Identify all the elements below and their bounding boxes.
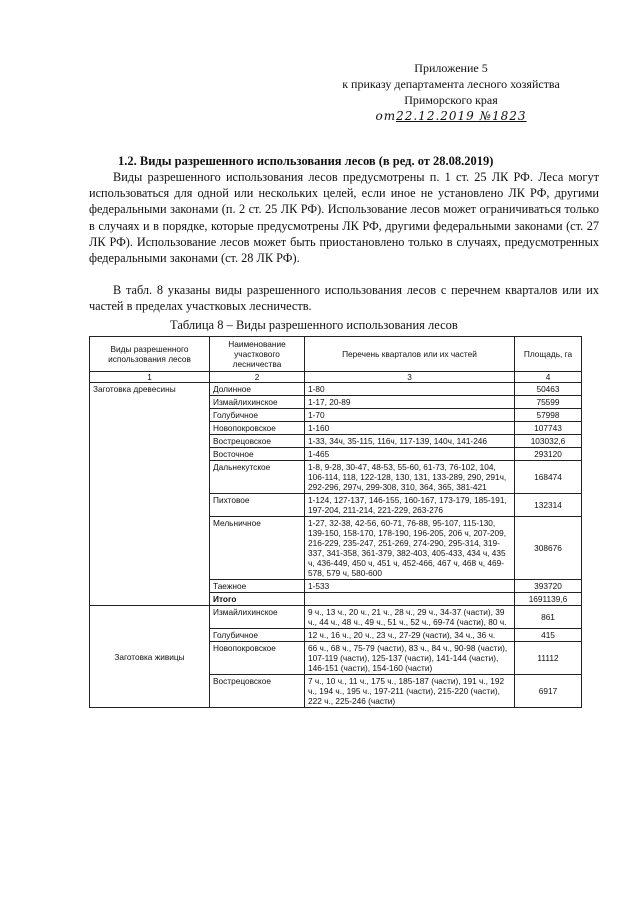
forestry-cell: Голубичное xyxy=(210,409,305,422)
date-prefix: от xyxy=(375,109,397,123)
quarters-cell: 9 ч., 13 ч., 20 ч., 21 ч., 28 ч., 29 ч., 34-37 (части), 39 ч., 44 ч., 48 ч., 49 ч., 51 ч., 52 ч., 69-74 (части), 80 ч. xyxy=(305,606,515,629)
table-row xyxy=(90,383,582,396)
forestry-cell: Восточное xyxy=(210,448,305,461)
area-cell: 861 xyxy=(515,606,582,629)
col-number: 1 xyxy=(90,372,210,383)
forest-use-table xyxy=(89,336,582,708)
group-resin xyxy=(90,606,582,708)
area-cell: 132314 xyxy=(515,494,582,517)
paragraph-1: Виды разрешенного использования лесов предусмотрены п. 1 ст. 25 ЛК РФ. Леса могут использоваться для одной или нескольких целей, если иное не установлено ЛК РФ, другими федеральными законами (п. 2 ст. 25 ЛК РФ). Использование лесов может ограничиваться только в случаях и в порядке, которые предусмотрены ЛК РФ, другими федеральными законами (ст. 27 ЛК РФ). Использование лесов может быть приостановлено только в случаях, предусмотренных федеральными законами (ст. 28 ЛК РФ). xyxy=(89,170,599,266)
appendix-header xyxy=(326,60,576,124)
quarters-cell: 1-70 xyxy=(305,409,515,422)
total-label: Итого xyxy=(210,593,305,606)
area-cell: 308676 xyxy=(515,517,582,580)
area-cell: 107743 xyxy=(515,422,582,435)
forestry-cell: Таежное xyxy=(210,580,305,593)
forestry-cell: Новопокровское xyxy=(210,642,305,675)
paragraph-2: В табл. 8 указаны виды разрешенного использования лесов с перечнем кварталов или их частей в пределах участковых лесничеств. xyxy=(89,283,599,314)
forestry-cell: Вострецовское xyxy=(210,675,305,708)
forestry-cell: Пихтовое xyxy=(210,494,305,517)
quarters-cell: 1-17, 20-89 xyxy=(305,396,515,409)
area-cell: 103032,6 xyxy=(515,435,582,448)
area-cell: 415 xyxy=(515,629,582,642)
area-cell: 50463 xyxy=(515,383,582,396)
area-cell: 6917 xyxy=(515,675,582,708)
area-cell: 393720 xyxy=(515,580,582,593)
column-numbers-row xyxy=(90,372,582,383)
forestry-cell: Измайлихинское xyxy=(210,606,305,629)
area-cell: 57998 xyxy=(515,409,582,422)
quarters-cell: 1-160 xyxy=(305,422,515,435)
col-number: 2 xyxy=(210,372,305,383)
appendix-line3: Приморского края xyxy=(404,93,498,107)
area-cell: 168474 xyxy=(515,461,582,494)
quarters-cell: 66 ч., 68 ч., 75-79 (части), 83 ч., 84 ч., 90-98 (части), 107-119 (части), 125-137 (части), 141-144 (части), 146-151 (части), 154-160 (части) xyxy=(305,642,515,675)
forestry-cell: Новопокровское xyxy=(210,422,305,435)
quarters-cell: 1-533 xyxy=(305,580,515,593)
quarters-cell: 1-27, 32-38, 42-56, 60-71, 76-88, 95-107, 115-130, 139-150, 158-170, 178-190, 196-205, 206 ч, 207-209, 216-229, 235-247, 251-269, 274-290, 295-314, 319-337, 341-358, 361-379, 382-403, 405-433, 434 ч, 435 ч, 436-449, 450 ч, 451 ч, 452-466, 467 ч, 468 ч, 469-578, 579 ч, 580-600 xyxy=(305,517,515,580)
area-cell: 75599 xyxy=(515,396,582,409)
forestry-cell: Измайлихинское xyxy=(210,396,305,409)
section-heading: 1.2. Виды разрешенного использования лесов (в ред. от 28.08.2019) xyxy=(118,154,494,168)
forestry-cell: Вострецовское xyxy=(210,435,305,448)
handwritten-date: 22.12.2019 №1823 xyxy=(396,109,527,123)
total-area: 1691139,6 xyxy=(515,593,582,606)
quarters-cell: 12 ч., 16 ч., 20 ч., 23 ч., 27-29 (части), 34 ч., 36 ч. xyxy=(305,629,515,642)
quarters-cell: 7 ч., 10 ч., 11 ч., 175 ч., 185-187 (части), 191 ч., 192 ч., 194 ч., 195 ч., 197-211 (части), 215-220 (части), 222 ч., 225-246 (части) xyxy=(305,675,515,708)
col-number: 3 xyxy=(305,372,515,383)
use-type-cell: Заготовка древесины xyxy=(90,383,210,606)
table-header-row xyxy=(90,337,582,372)
header-quarters: Перечень кварталов или их частей xyxy=(305,337,515,372)
forestry-cell: Мельничное xyxy=(210,517,305,580)
forestry-cell: Долинное xyxy=(210,383,305,396)
appendix-line2: к приказу департамента лесного хозяйства xyxy=(342,77,560,91)
col-number: 4 xyxy=(515,372,582,383)
use-type-cell: Заготовка живицы xyxy=(90,606,210,708)
header-use-type: Виды разрешенного использования лесов xyxy=(90,337,210,372)
quarters-cell: 1-8, 9-28, 30-47, 48-53, 55-60, 61-73, 76-102, 104, 106-114, 118, 122-128, 130, 131, 133-289, 290, 291ч, 292-296, 297ч, 299-308, 310, 364, 365, 381-421 xyxy=(305,461,515,494)
order-date-line xyxy=(326,108,576,124)
forestry-cell: Дальнекутское xyxy=(210,461,305,494)
forestry-cell: Голубичное xyxy=(210,629,305,642)
header-area: Площадь, га xyxy=(515,337,582,372)
quarters-cell: 1-33, 34ч, 35-115, 116ч, 117-139, 140ч, 141-246 xyxy=(305,435,515,448)
quarters-cell: 1-465 xyxy=(305,448,515,461)
empty-cell xyxy=(305,593,515,606)
quarters-cell: 1-80 xyxy=(305,383,515,396)
group-timber xyxy=(90,383,582,606)
table-caption: Таблица 8 – Виды разрешенного использования лесов xyxy=(170,318,458,332)
header-forestry: Наименование участкового лесничества xyxy=(210,337,305,372)
area-cell: 293120 xyxy=(515,448,582,461)
area-cell: 11112 xyxy=(515,642,582,675)
quarters-cell: 1-124, 127-137, 146-155, 160-167, 173-179, 185-191, 197-204, 211-214, 221-229, 263-276 xyxy=(305,494,515,517)
appendix-line1: Приложение 5 xyxy=(414,61,488,75)
table-row xyxy=(90,606,582,629)
